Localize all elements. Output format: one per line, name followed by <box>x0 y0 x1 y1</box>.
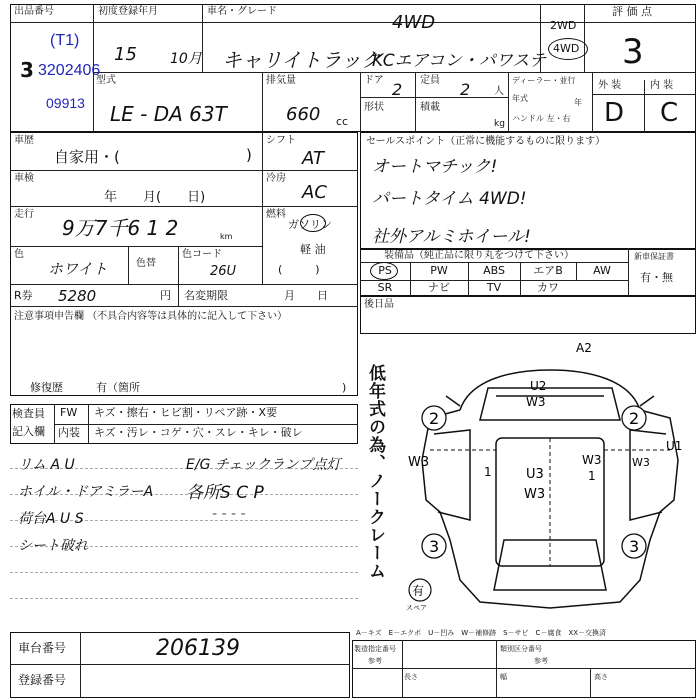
shape-label: 形状 <box>364 102 384 113</box>
code-a2: A2 <box>576 341 592 355</box>
lot-number: 3202406 <box>38 62 101 79</box>
spare-note: スペア <box>406 604 427 612</box>
capacity-label: 定員 <box>420 75 440 86</box>
lot-digit: 3 <box>20 58 34 82</box>
mileage-label: 走行 <box>14 209 34 220</box>
equip-abs: ABS <box>483 264 505 277</box>
code-w3-left: W3 <box>408 455 430 470</box>
legend: A－キズ E－エクボ U－凹み W－補修跡 S－サビ C－腐食 XX－交換済 <box>356 629 607 637</box>
drive-hand: 4WD <box>392 12 436 33</box>
color-code-label: 色コード <box>182 249 222 260</box>
first-reg-label: 初度登録年月 <box>98 6 158 17</box>
lot-prefix: (T1) <box>50 32 80 49</box>
new-car-value: 有・無 <box>640 271 673 284</box>
remark-left-2: ホイル・ドアミラーA <box>18 484 154 500</box>
lot-sub: 09913 <box>46 95 85 111</box>
code-1-right: 1 <box>588 469 596 483</box>
fuel-paren: ( ) <box>278 263 320 276</box>
car-damage-diagram <box>400 340 696 620</box>
fuel-gas: ガソリン <box>288 218 332 231</box>
panel-num-3-bottomleft: 3 <box>429 537 440 556</box>
first-reg-month: 10月 <box>170 51 202 67</box>
remark-left-1: リム A U <box>18 457 75 473</box>
cert-label: 製造指定番号 <box>354 645 396 653</box>
displacement-label: 排気量 <box>266 75 296 86</box>
first-reg-year: 15 <box>114 44 137 65</box>
interior-score: C <box>660 98 679 128</box>
grade-label: 評 価 点 <box>612 5 652 18</box>
remark-left-4: シート破れ <box>18 538 88 554</box>
load-label: 積載 <box>420 102 440 113</box>
code-w3-right: W3 <box>582 453 602 467</box>
panel-num-2-topright: 2 <box>629 409 640 428</box>
code-w3-far: W3 <box>632 456 650 469</box>
year-label: 年式 <box>512 94 528 103</box>
inspection-value: 年 月( 日) <box>104 190 206 205</box>
car-name: キャリイトラック <box>222 48 381 72</box>
doors-value: 2 <box>392 80 403 99</box>
type-num-ref: 参考 <box>534 657 548 665</box>
equip-navi: ナビ <box>428 281 450 294</box>
type-num-label: 類別区分番号 <box>500 645 542 653</box>
remark-left-3: 荷台A U S <box>18 511 84 527</box>
chassis-label: 車台番号 <box>18 641 67 655</box>
fw-label: FW <box>60 406 78 419</box>
rear-label: 後日品 <box>364 299 394 310</box>
name-grade-label: 車名・グレード <box>207 6 277 17</box>
code-u2: U2 <box>530 379 547 393</box>
shift-label: シフト <box>266 135 296 146</box>
code-w3-center: W3 <box>524 487 546 502</box>
type-label: 型式 <box>96 75 116 86</box>
equip-tv: TV <box>486 281 502 294</box>
equip-leather: カワ <box>537 281 559 294</box>
height-label: 高さ <box>594 673 608 681</box>
code-w3-top: W3 <box>526 395 546 409</box>
remark-right-3: - - - - <box>212 506 246 522</box>
remark-right-2: 各所S C P <box>186 483 264 503</box>
capacity-unit: 人 <box>494 86 504 97</box>
exterior-score: D <box>604 98 625 128</box>
equip-airbag: エアB <box>533 264 563 277</box>
history-close: ) <box>246 146 252 164</box>
remark-right-1: E/G チェックランプ点灯 <box>186 457 341 473</box>
vertical-note: 低年式の為、ノークレーム <box>365 364 385 580</box>
lot-label: 出品番号 <box>14 6 54 17</box>
drive-2wd: 2WD <box>550 19 577 32</box>
interior-label: 内 装 <box>650 80 674 91</box>
displacement-unit: cc <box>336 115 349 128</box>
name-change-value: 月 日 <box>284 289 328 302</box>
color-value: ホワイト <box>48 260 108 278</box>
cert-ref: 参考 <box>368 657 382 665</box>
equip-pw: PW <box>430 264 448 277</box>
name-change-label: 名変期限 <box>184 289 228 302</box>
sales-item-3: 社外アルミホイール! <box>372 227 531 247</box>
rear-items-block <box>360 296 696 334</box>
color-label: 色 <box>14 249 24 260</box>
exterior-label: 外 装 <box>598 80 622 91</box>
repair-value: 有（箇所 <box>96 381 140 394</box>
chassis-value: 206139 <box>156 636 240 661</box>
fw-items: キズ・擦右・ヒビ割・リペア跡・X要 <box>94 406 278 419</box>
doors-label: ドア <box>364 75 384 86</box>
capacity-value: 2 <box>460 80 471 99</box>
color-code-value: 26U <box>210 264 237 279</box>
handle-label: ハンドル 左・右 <box>512 114 571 123</box>
year-unit: 年 <box>574 98 582 107</box>
mileage-unit: km <box>220 232 233 241</box>
drive-4wd: 4WD <box>553 42 580 55</box>
new-car-label: 新車保証書 <box>634 252 674 261</box>
entry-label: 記入欄 <box>12 425 45 438</box>
spare-label: 有 <box>412 584 425 598</box>
notes-title: 注意事項申告欄 （不具合内容等は具体的に記入して下さい） <box>14 311 288 322</box>
color-change-label: 色替 <box>136 258 156 269</box>
cooler-value: AC <box>302 182 327 203</box>
mileage-value: 9万7千6 1 2 <box>62 216 179 240</box>
load-unit: kg <box>494 119 505 129</box>
equip-aw: AW <box>593 264 611 277</box>
inspection-label: 車検 <box>14 173 34 184</box>
code-1-left: 1 <box>484 465 492 479</box>
sales-item-1: オートマチック! <box>372 157 498 177</box>
fuel-label: 燃料 <box>266 209 286 220</box>
interior-box-label: 内装 <box>58 426 80 439</box>
recycle-unit: 円 <box>160 289 171 302</box>
panel-num-2-topleft: 2 <box>429 409 440 428</box>
sales-title: セールスポイント（正常に機能するものに限ります） <box>366 136 606 147</box>
cooler-label: 冷房 <box>266 173 286 184</box>
shift-value: AT <box>302 148 324 169</box>
code-u3: U3 <box>526 467 544 482</box>
interior-items: キズ・汚レ・コゲ・穴・スレ・キレ・破レ <box>94 426 303 439</box>
width-label: 幅 <box>500 673 507 681</box>
reg-label: 登録番号 <box>18 673 67 687</box>
type-value: LE - DA 63T <box>110 102 227 126</box>
history-label: 車歴 <box>14 135 34 146</box>
sales-item-2: パートタイム 4WD! <box>372 189 527 209</box>
length-label: 長さ <box>404 673 418 681</box>
repair-close: ) <box>342 381 347 394</box>
repair-label: 修復歴 <box>30 381 63 394</box>
panel-num-3-bottomright: 3 <box>629 537 640 556</box>
equip-ps: PS <box>378 264 392 277</box>
score: 3 <box>622 32 644 72</box>
recycle-label: R券 <box>14 289 33 302</box>
history-value: 自家用・( <box>54 148 120 166</box>
inspector-label: 検査員 <box>12 407 45 420</box>
recycle-value: 5280 <box>58 287 97 305</box>
code-u1: U1 <box>666 439 683 453</box>
car-grade: KCエアコン・パワステ <box>372 51 546 71</box>
equip-sr: SR <box>377 281 393 294</box>
fuel-diesel: 軽 油 <box>300 243 326 256</box>
displacement-value: 660 <box>286 104 321 125</box>
dealer-label: ディーラー・並行 <box>512 76 576 85</box>
equipment-title: 装備品（純正品に限り丸をつけて下さい） <box>384 250 574 261</box>
